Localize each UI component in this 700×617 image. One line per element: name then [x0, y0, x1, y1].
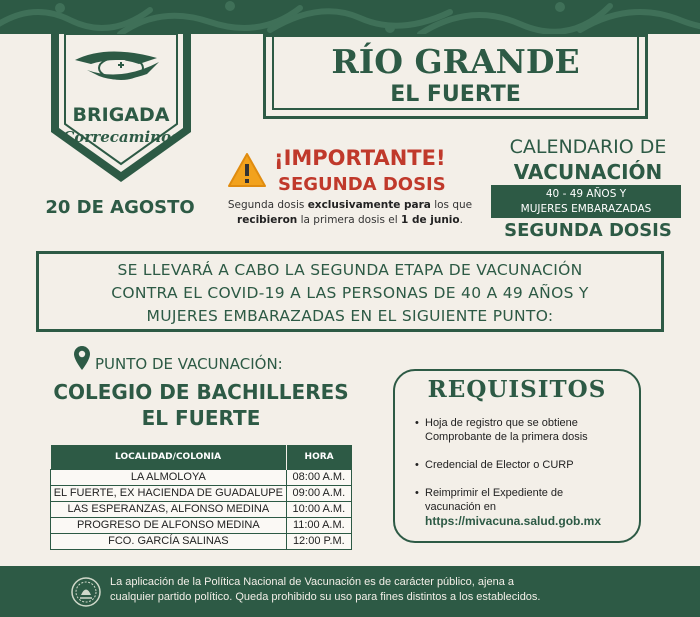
table-row	[51, 485, 352, 501]
bullet-icon: •	[415, 487, 419, 499]
table-row	[51, 517, 352, 533]
requirement-text: vacunación en	[425, 501, 496, 513]
point-label: PUNTO DE VACUNACIÓN:	[95, 355, 283, 373]
footer-disclaimer	[110, 575, 670, 605]
column-header-locality: LOCALIDAD/COLONIA	[51, 445, 287, 469]
location-pin-icon	[74, 346, 90, 370]
table-header-row	[51, 445, 352, 469]
vaccine-record-link[interactable]: https://mivacuna.salud.gob.mx	[425, 514, 602, 528]
event-date: 20 DE AGOSTO	[45, 197, 195, 218]
top-pattern-band	[0, 0, 700, 34]
badge-title: BRIGADA	[72, 104, 170, 126]
table-row	[51, 533, 352, 549]
footer-line: cualquier partido político. Queda prohibido su uso para fines distintos a los establecidos.	[110, 591, 541, 603]
ornament-pattern-icon	[0, 0, 700, 34]
requirement-text: Reimprimir el Expediente de	[425, 487, 564, 499]
announcement-line: SE LLEVARÁ A CABO LA SEGUNDA ETAPA DE VACUNACIÓN	[117, 261, 583, 279]
announcement-line: CONTRA EL COVID-19 A LAS PERSONAS DE 40 A 49 AÑOS Y	[111, 284, 589, 302]
time-cell: 08:00 A.M.	[286, 469, 351, 485]
national-seal-icon	[70, 576, 102, 608]
announcement-line: MUJERES EMBARAZADAS EN EL SIGUIENTE PUNTO:	[146, 307, 554, 325]
requirement-text: Credencial de Elector o CURP	[425, 459, 574, 471]
page-title: RÍO GRANDE	[331, 42, 580, 81]
venue-name: COLEGIO DE BACHILLERES	[53, 380, 349, 404]
locality-cell: EL FUERTE, EX HACIENDA DE GUADALUPE	[51, 485, 287, 501]
second-dose-heading: SEGUNDA DOSIS	[278, 174, 446, 195]
footer-line: La aplicación de la Política Nacional de Vacunación es de carácter público, ajena a	[110, 576, 514, 588]
locality-cell: PROGRESO DE ALFONSO MEDINA	[51, 517, 287, 533]
schedule-table	[50, 445, 352, 550]
venue-location: EL FUERTE	[141, 406, 261, 430]
page-subtitle: EL FUERTE	[390, 82, 521, 107]
time-cell: 09:00 A.M.	[286, 485, 351, 501]
second-dose-label: SEGUNDA DOSIS	[504, 220, 672, 241]
column-header-time: HORA	[286, 445, 351, 469]
badge-subtitle: Correcaminos	[62, 128, 180, 146]
target-group-line1: 40 - 49 AÑOS Y	[545, 188, 627, 200]
locality-cell: LA ALMOLOYA	[51, 469, 287, 485]
locality-cell: FCO. GARCÍA SALINAS	[51, 533, 287, 549]
important-heading: ¡IMPORTANTE!	[274, 146, 446, 170]
requirement-text: Comprobante de la primera dosis	[425, 431, 588, 443]
announcement-box	[36, 251, 664, 332]
table-row	[51, 469, 352, 485]
warning-icon	[227, 152, 267, 188]
target-group-box	[491, 185, 681, 218]
vaccination-heading: VACUNACIÓN	[513, 160, 663, 184]
calendar-heading: CALENDARIO DE	[509, 136, 667, 158]
important-description: Segunda dosis exclusivamente para los que recibieron la primera dosis el 1 de junio.	[227, 199, 473, 226]
bullet-icon: •	[415, 417, 419, 429]
time-cell: 12:00 P.M.	[286, 533, 351, 549]
requirement-text: Hoja de registro que se obtiene	[425, 417, 578, 429]
bullet-icon: •	[415, 459, 419, 471]
table-row	[51, 501, 352, 517]
time-cell: 11:00 A.M.	[286, 517, 351, 533]
requirements-title: REQUISITOS	[427, 376, 607, 403]
target-group-line2: MUJERES EMBARAZADAS	[520, 203, 652, 215]
locality-cell: LAS ESPERANZAS, ALFONSO MEDINA	[51, 501, 287, 517]
time-cell: 10:00 A.M.	[286, 501, 351, 517]
